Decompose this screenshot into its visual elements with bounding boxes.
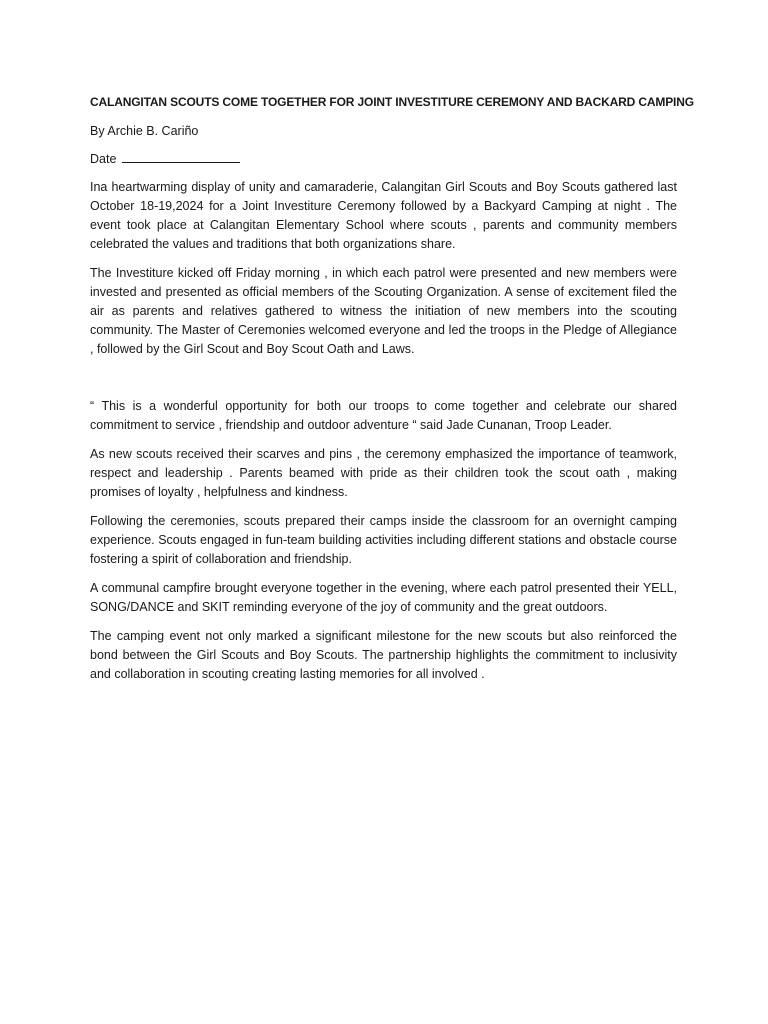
article-date-line	[90, 150, 677, 169]
paragraph-intro: Ina heartwarming display of unity and camaraderie, Calangitan Girl Scouts and Boy Scouts gathered last October 18-19,2024 for a Joint Investiture Ceremony followed by a Backyard Camping at night . The event took place at Calangitan Elementary School where scouts , parents and community members celebrated the values and traditions that both organizations share.	[90, 180, 677, 251]
paragraph-quote: “ This is a wonderful opportunity for both our troops to come together and celebrate our shared commitment to service , friendship and outdoor adventure “ said Jade Cunanan, Troop Leader.	[90, 399, 677, 432]
date-label: Date	[90, 152, 117, 166]
paragraph-campfire: A communal campfire brought everyone together in the evening, where each patrol presented their YELL, SONG/DANCE and SKIT reminding everyone of the joy of community and the great outdoors.	[90, 581, 677, 614]
paragraph-camping: Following the ceremonies, scouts prepared their camps inside the classroom for an overnight camping experience. Scouts engaged in fun-team building activities including different stations and obstacle course fostering a spirit of collaboration and friendship.	[90, 514, 677, 566]
article-headline: CALANGITAN SCOUTS COME TOGETHER FOR JOINT INVESTITURE CEREMONY AND BACKARD CAMPING	[90, 95, 694, 109]
paragraph-investiture: The Investiture kicked off Friday morning , in which each patrol were presented and new members were invested and presented as official members of the Scouting Organization. A sense of excitement filed the air as parents and relatives gathered to witness the initiation of new members into the scouting community. The Master of Ceremonies welcomed everyone and led the troops in the Pledge of Allegiance , followed by the Girl Scout and Boy Scout Oath and Laws.	[90, 266, 677, 356]
document-page	[90, 93, 694, 694]
paragraph-conclusion: The camping event not only marked a significant milestone for the new scouts but also reinforced the bond between the Girl Scouts and Boy Scouts. The partnership highlights the commitment to inclusivity and collaboration in scouting creating lasting memories for all involved .	[90, 629, 677, 681]
date-blank-line	[122, 150, 240, 163]
article-byline: By Archie B. Cariño	[90, 124, 199, 138]
paragraph-new-scouts: As new scouts received their scarves and pins , the ceremony emphasized the importance of teamwork, respect and leadership . Parents beamed with pride as their children took the scout oath , making promises of loyalty , helpfulness and kindness.	[90, 447, 677, 499]
